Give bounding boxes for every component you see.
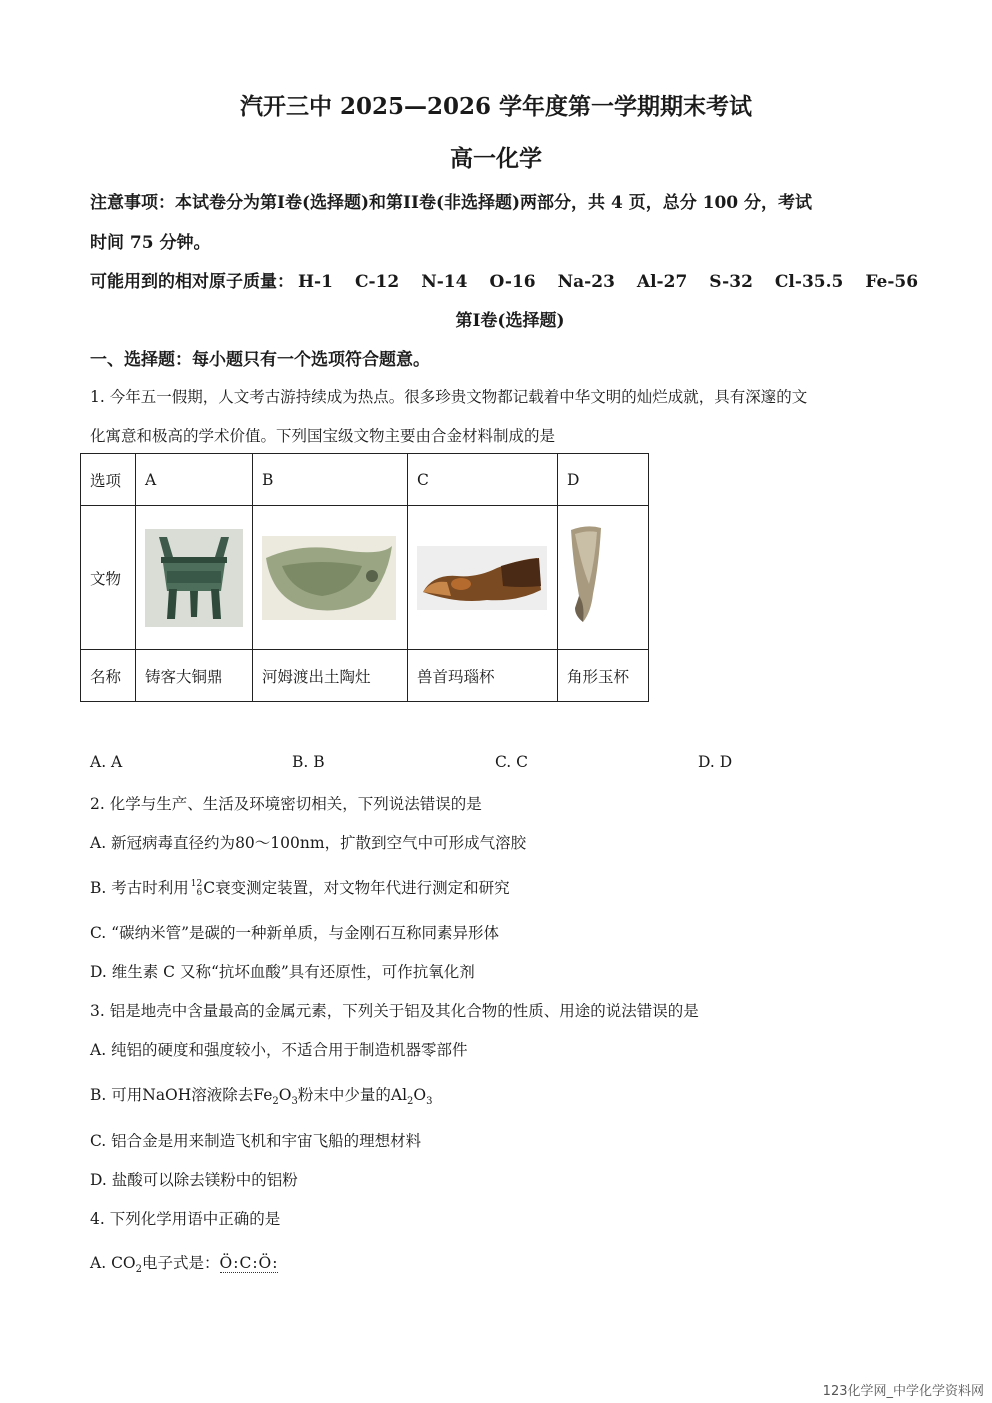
atomic-mass-fe: Fe-56	[865, 272, 919, 292]
option-d-header: D	[558, 454, 649, 506]
q2-b-atomic-number: 6	[196, 888, 203, 898]
q4-stem: 4. 下列化学用语中正确的是	[90, 1210, 281, 1228]
atomic-mass-s: S-32	[709, 272, 753, 292]
q2-a-value: 80～100nm	[235, 834, 325, 852]
pottery-stove-image	[262, 536, 396, 620]
q2-b-mass-number: 12	[190, 879, 203, 889]
section1-title: 一、选择题：每小题只有一个选项符合题意。	[90, 350, 430, 370]
notice-line-1: 注意事项：本试卷分为第I卷(选择题)和第II卷(非选择题)两部分，共 4 页，总分 100 分，考试	[90, 193, 813, 213]
q4-option-a	[90, 1251, 278, 1275]
q3-b-fe-sub: 2	[272, 1096, 279, 1108]
q3-option-b	[90, 1083, 433, 1107]
artifact-b-cell	[253, 506, 408, 650]
q3-option-c: C. 铝合金是用来制造飞机和宇宙飞船的理想材料	[90, 1132, 422, 1150]
atomic-mass-o: O-16	[489, 272, 536, 292]
option-a-header: A	[136, 454, 253, 506]
q3-b-fe: Fe	[253, 1086, 273, 1104]
q1-answer-a: A. A	[90, 753, 123, 771]
atomic-mass-n: N-14	[421, 272, 468, 292]
artifact-a-cell	[136, 506, 253, 650]
artifact-table	[80, 453, 649, 702]
footer-watermark: 123化学网_中学化学资料网	[822, 1384, 984, 1399]
atomic-mass-na: Na-23	[557, 272, 615, 292]
artifact-a-name: 铸客大铜鼎	[136, 650, 253, 702]
q1-stem-line-2: 化寓意和极高的学术价值。下列国宝级文物主要由合金材料制成的是	[90, 427, 556, 445]
q4-a-post: 电子式是：	[142, 1254, 220, 1272]
q2-option-a	[90, 831, 526, 853]
q2-stem: 2. 化学与生产、生活及环境密切相关，下列说法错误的是	[90, 795, 482, 813]
part1-title: 第I卷(选择题)	[455, 311, 565, 331]
q2-option-b	[90, 876, 510, 898]
agate-cup-image	[417, 546, 547, 610]
q1-answer-d: D. D	[698, 753, 733, 771]
subject-title: 高一化学	[450, 145, 542, 172]
q3-b-pre: B. 可用	[90, 1086, 143, 1104]
q3-b-al: Al	[390, 1086, 408, 1104]
atomic-mass-label: 可能用到的相对原子质量：	[90, 272, 294, 292]
q2-b-nuclide-indices	[191, 880, 202, 898]
jade-horn-cup-image	[567, 524, 605, 632]
option-c-header: C	[408, 454, 558, 506]
q3-b-naoh: NaOH	[142, 1086, 192, 1104]
exam-title: 汽开三中 2025—2026 学年度第一学期期末考试	[239, 93, 753, 120]
atomic-mass-h: H-1	[298, 272, 333, 292]
table-row-options	[81, 454, 649, 506]
artifact-d-name: 角形玉杯	[558, 650, 649, 702]
row-label-option: 选项	[81, 454, 136, 506]
q2-option-d: D. 维生素 C 又称“抗坏血酸”具有还原性，可作抗氧化剂	[90, 963, 475, 981]
atomic-mass-c: C-12	[354, 272, 400, 292]
q3-b-mid: 溶液除去	[191, 1086, 254, 1104]
q3-b-mid2: 粉末中少量的	[297, 1086, 391, 1104]
q3-stem: 3. 铝是地壳中含量最高的金属元素，下列关于铝及其化合物的性质、用途的说法错误的是	[90, 1002, 699, 1020]
atomic-mass-cl: Cl-35.5	[774, 272, 844, 292]
q2-a-post: ，扩散到空气中可形成气溶胶	[324, 834, 527, 852]
q3-option-d: D. 盐酸可以除去镁粉中的铝粉	[90, 1171, 298, 1189]
artifact-c-cell	[408, 506, 558, 650]
option-b-header: B	[253, 454, 408, 506]
q1-answer-c: C. C	[495, 753, 529, 771]
table-row-names	[81, 650, 649, 702]
q1-stem-line-1: 1. 今年五一假期，人文考古游持续成为热点。很多珍贵文物都记载着中华文明的灿烂成就，具有深邃的文	[90, 388, 808, 406]
q3-b-o-sub: 3	[291, 1096, 298, 1108]
atomic-mass-line	[90, 267, 918, 292]
q4-a-pre: A.	[90, 1254, 112, 1272]
q3-b-al-sub: 2	[407, 1096, 414, 1108]
q3-option-a: A. 纯铝的硬度和强度较小，不适合用于制造机器零部件	[90, 1041, 468, 1059]
q2-b-post: 衰变测定装置，对文物年代进行测定和研究	[215, 879, 510, 897]
atomic-mass-al: Al-27	[636, 272, 688, 292]
q3-b-al-o-sub: 3	[426, 1096, 433, 1108]
q2-b-pre: B. 考古时利用	[90, 879, 189, 897]
q2-b-element: C	[203, 879, 216, 897]
q4-a-sub: 2	[135, 1264, 143, 1276]
q4-a-co: CO	[111, 1254, 136, 1272]
q3-b-al-o: O	[413, 1086, 427, 1104]
q4-a-electron-formula: Ö:C:Ö:	[219, 1254, 279, 1272]
row-label-artifact: 文物	[81, 506, 136, 650]
q2-a-pre: A. 新冠病毒直径约为	[90, 834, 236, 852]
table-row-artifacts	[81, 506, 649, 650]
artifact-d-cell	[558, 506, 649, 650]
artifact-c-name: 兽首玛瑙杯	[408, 650, 558, 702]
artifact-b-name: 河姆渡出土陶灶	[253, 650, 408, 702]
q3-b-o: O	[278, 1086, 292, 1104]
notice-line-2: 时间 75 分钟。	[90, 233, 211, 253]
bronze-ding-image	[145, 529, 243, 627]
q1-answer-b: B. B	[292, 753, 325, 771]
q2-option-c: C. “碳纳米管”是碳的一种新单质，与金刚石互称同素异形体	[90, 924, 500, 942]
row-label-name: 名称	[81, 650, 136, 702]
